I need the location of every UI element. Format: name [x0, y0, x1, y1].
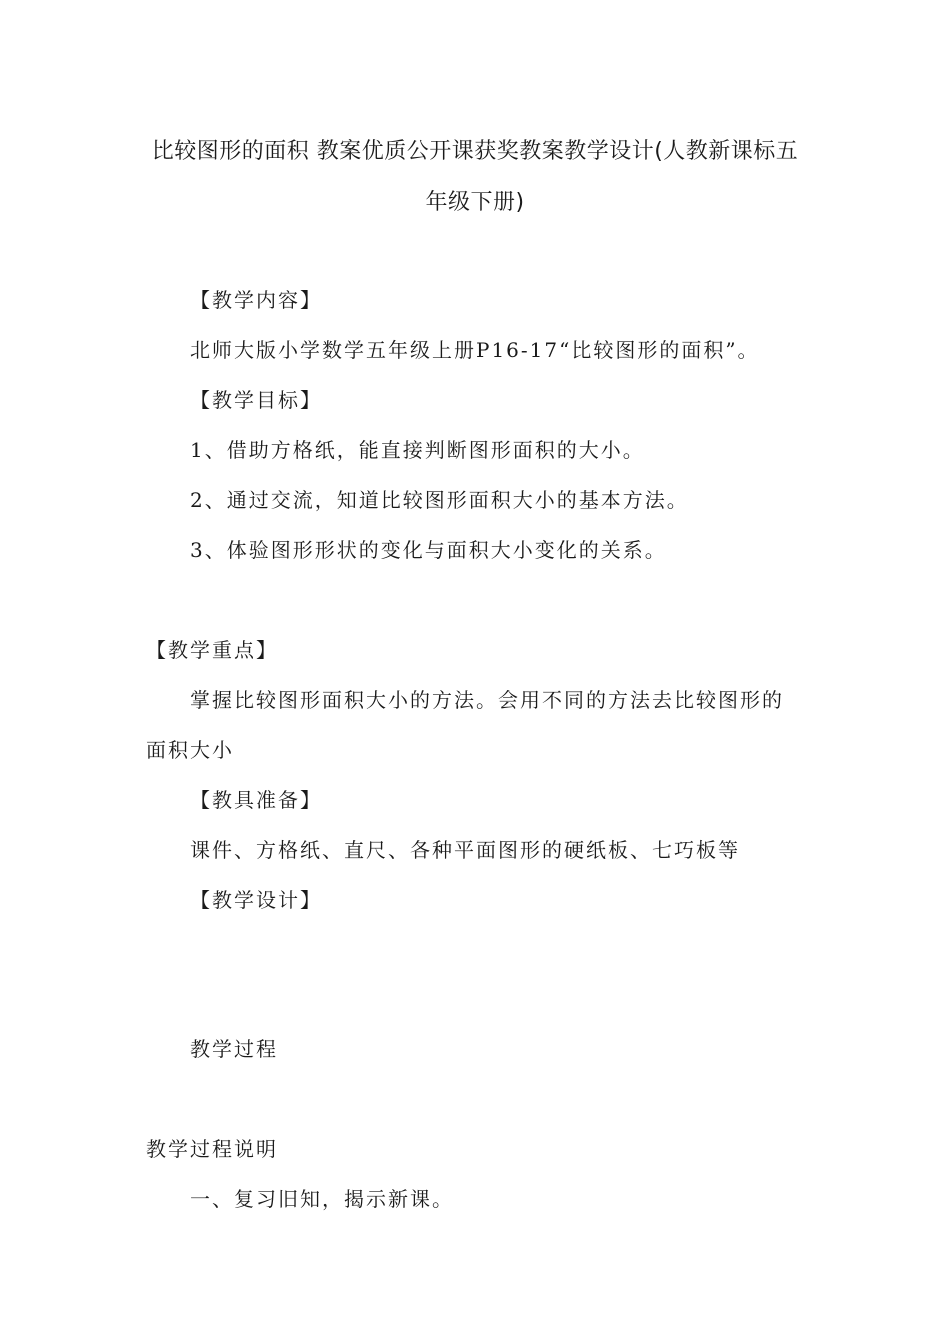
document-title-line-1: 比较图形的面积 教案优质公开课获奖教案教学设计(人教新课标五 [151, 139, 799, 164]
goal-item-1: 1、借助方格纸，能直接判断图形面积的大小。 [190, 438, 645, 462]
key-heading: 【教学重点】 [146, 638, 278, 662]
content-text: 北师大版小学数学五年级上册P16-17“比较图形的面积”。 [190, 338, 760, 362]
goals-heading: 【教学目标】 [190, 388, 322, 412]
content-heading: 【教学内容】 [190, 288, 322, 312]
tools-heading: 【教具准备】 [190, 788, 322, 812]
design-heading: 【教学设计】 [190, 888, 322, 912]
process-label: 教学过程 [190, 1037, 278, 1061]
goal-item-3: 3、体验图形形状的变化与面积大小变化的关系。 [190, 538, 667, 562]
document-title-line-2: 年级下册) [425, 190, 525, 215]
key-text-line-1: 掌握比较图形面积大小的方法。会用不同的方法去比较图形的 [190, 688, 784, 712]
tools-text: 课件、方格纸、直尺、各种平面图形的硬纸板、七巧板等 [190, 838, 740, 862]
step-1-text: 一、复习旧知，揭示新课。 [190, 1187, 454, 1211]
key-text-line-2: 面积大小 [146, 738, 234, 762]
process-note-label: 教学过程说明 [146, 1137, 278, 1161]
goal-item-2: 2、通过交流，知道比较图形面积大小的基本方法。 [190, 488, 689, 512]
